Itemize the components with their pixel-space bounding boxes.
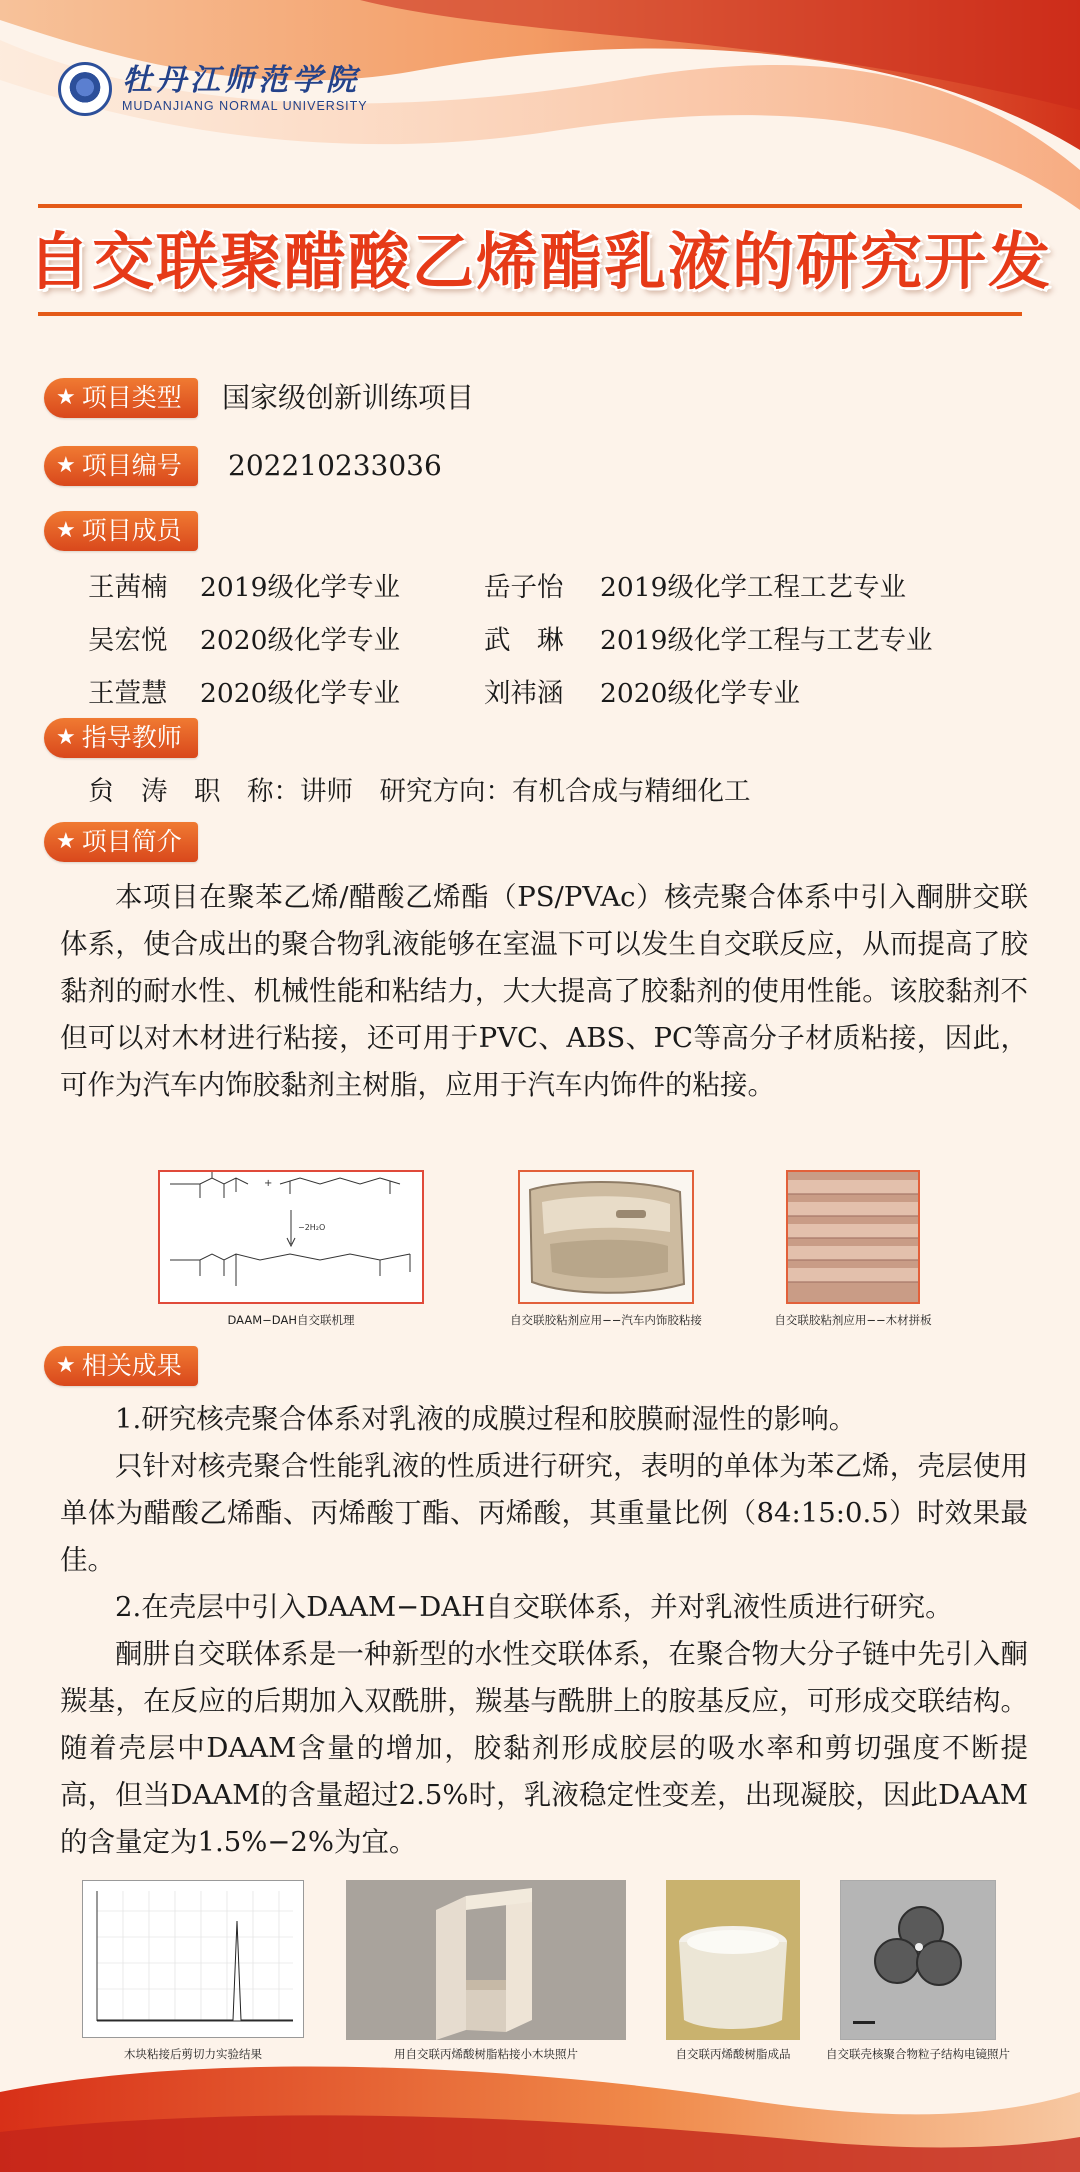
section-label-teacher: ★ 指导教师 [44, 718, 198, 758]
member-list [88, 558, 1048, 717]
star-icon: ★ [56, 453, 76, 478]
tem-micrograph-icon [840, 1880, 996, 2040]
emulsion-beaker-icon [666, 1880, 800, 2040]
figure-wood-boards [774, 1170, 932, 1327]
star-icon: ★ [56, 518, 76, 543]
member-row: 王茜楠 2019级化学专业 岳子怡 2019级化学工程工艺专业 [88, 572, 906, 603]
title-rule-bottom [38, 312, 1022, 316]
teacher-info: 贠 涛 职 称：讲师 研究方向：有机合成与精细化工 [88, 776, 751, 807]
figure-caption: 用自交联丙烯酸树脂粘接小木块照片 [394, 2047, 578, 2061]
star-icon: ★ [56, 1353, 76, 1378]
bonded-wood-block-icon [346, 1880, 626, 2040]
poster-title: 自交联聚醋酸乙烯酯乳液的研究开发 [27, 225, 1052, 298]
car-door-panel-icon [518, 1170, 694, 1304]
figure-caption: 自交联壳核聚合物粒子结构电镜照片 [826, 2047, 1010, 2061]
results-paragraph-4: 酮肼自交联体系是一种新型的水性交联体系，在聚合物大分子链中先引入酮羰基，在反应的后期加入双酰肼，羰基与酰肼上的胺基反应，可形成交联结构。随着壳层中DAAM含量的增加，胶黏剂形成胶层的吸水率和剪切强度不断提高，但当DAAM的含量超过2.5%时，乳液稳定性变差，出现凝胶，因此DAAM的含量定为1.5%−2%为宜。 [60, 1638, 1028, 1858]
shear-test-chart-icon [82, 1880, 304, 2038]
figure-caption: 自交联胶粘剂应用−−木材拼板 [774, 1313, 932, 1327]
figure-mechanism [158, 1170, 424, 1327]
university-seal-icon [58, 62, 112, 116]
member-row: 王萱慧 2020级化学专业 刘祎涵 2020级化学专业 [88, 678, 800, 709]
section-label-number: ★ 项目编号 [44, 446, 198, 486]
wood-boards-icon [786, 1170, 920, 1304]
figure-caption: 自交联丙烯酸树脂成品 [675, 2047, 791, 2061]
section-label-type: ★ 项目类型 [44, 378, 198, 418]
university-logo [58, 62, 368, 116]
university-name-cn: 牡丹江师范学院 [122, 63, 360, 98]
section-label-members: ★ 项目成员 [44, 511, 198, 551]
university-name-en: MUDANJIANG NORMAL UNIVERSITY [122, 99, 368, 113]
figure-shear-test [82, 1880, 304, 2061]
figure-caption: 木块粘接后剪切力实验结果 [124, 2047, 262, 2061]
svg-text:+: + [264, 1178, 273, 1189]
title-rule-top [38, 204, 1022, 208]
figure-bonded-block [346, 1880, 626, 2061]
figure-caption: 自交联胶粘剂应用−−汽车内饰胶粘接 [510, 1313, 702, 1327]
project-type-value: 国家级创新训练项目 [222, 381, 475, 414]
figure-tem [826, 1880, 1010, 2061]
chemical-structure-icon [158, 1170, 424, 1304]
figure-car-door [510, 1170, 702, 1327]
project-number-value: 202210233036 [228, 449, 442, 482]
star-icon: ★ [56, 725, 76, 750]
results-paragraph-3: 2.在壳层中引入DAAM−DAH自交联体系，并对乳液性质进行研究。 [115, 1591, 953, 1623]
member-row: 吴宏悦 2020级化学专业 武 琳 2019级化学工程与工艺专业 [88, 625, 933, 656]
results-paragraph-2: 只针对核壳聚合性能乳液的性质进行研究，表明的单体为苯乙烯，壳层使用单体为醋酸乙烯酯、丙烯酸丁酯、丙烯酸，其重量比例（84:15:0.5）时效果最佳。 [60, 1450, 1028, 1576]
star-icon: ★ [56, 385, 76, 410]
results-paragraph-1: 1.研究核壳聚合体系对乳液的成膜过程和胶膜耐湿性的影响。 [115, 1403, 857, 1435]
star-icon: ★ [56, 829, 76, 854]
section-label-results: ★ 相关成果 [44, 1346, 198, 1386]
intro-paragraph: 本项目在聚苯乙烯/醋酸乙烯酯（PS/PVAc）核壳聚合体系中引入酮肼交联体系，使合成出的聚合物乳液能够在室温下可以发生自交联反应，从而提高了胶黏剂的耐水性、机械性能和粘结力，大大提高了胶黏剂的使用性能。该胶黏剂不但可以对木材进行粘接，还可用于PVC、ABS、PC等高分子材质粘接，因此，可作为汽车内饰胶黏剂主树脂，应用于汽车内饰件的粘接。 [60, 881, 1028, 1101]
section-label-intro: ★ 项目简介 [44, 822, 198, 862]
reaction-condition-text: −2H₂O [298, 1223, 326, 1232]
figure-caption: DAAM−DAH自交联机理 [227, 1313, 355, 1327]
figure-emulsion [666, 1880, 800, 2061]
